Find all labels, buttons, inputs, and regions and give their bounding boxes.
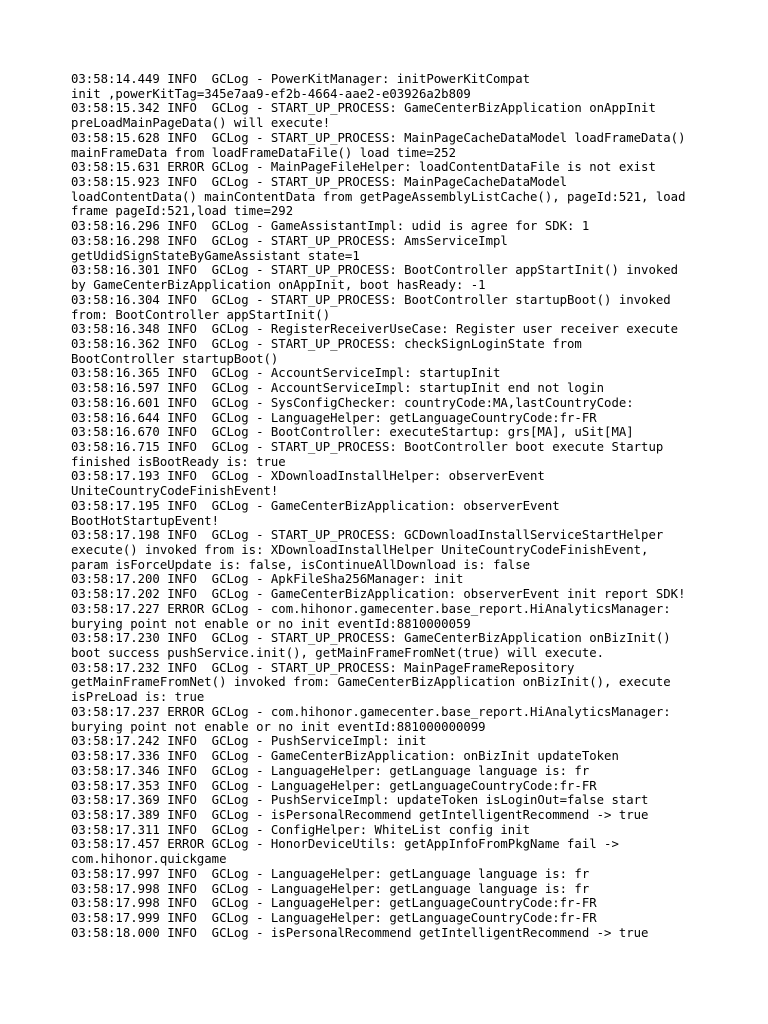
log-line: 03:58:15.628 INFO GCLog - START_UP_PROCESS: MainPageCacheDataModel loadFrameData()	[71, 130, 686, 145]
log-line: from: BootController appStartInit()	[71, 307, 331, 322]
log-line: 03:58:16.644 INFO GCLog - LanguageHelper: getLanguageCountryCode:fr-FR	[71, 410, 597, 425]
log-line: 03:58:16.296 INFO GCLog - GameAssistantImpl: udid is agree for SDK: 1	[71, 219, 590, 234]
log-line: UniteCountryCodeFinishEvent!	[71, 484, 279, 499]
log-line: isPreLoad is: true	[71, 690, 205, 705]
log-line: 03:58:17.999 INFO GCLog - LanguageHelper: getLanguageCountryCode:fr-FR	[71, 910, 597, 925]
log-line: 03:58:15.631 ERROR GCLog - MainPageFileHelper: loadContentDataFile is not exist	[71, 160, 656, 175]
log-line: 03:58:16.298 INFO GCLog - START_UP_PROCESS: AmsServiceImpl	[71, 233, 508, 248]
log-line: 03:58:16.348 INFO GCLog - RegisterReceiverUseCase: Register user receiver execute	[71, 322, 679, 337]
log-line: 03:58:16.365 INFO GCLog - AccountServiceImpl: startupInit	[71, 366, 501, 381]
log-line: burying point not enable or no init eventId:881000000099	[71, 719, 486, 734]
log-line: 03:58:17.998 INFO GCLog - LanguageHelper: getLanguageCountryCode:fr-FR	[71, 896, 597, 911]
log-line: 03:58:17.227 ERROR GCLog - com.hihonor.gamecenter.base_report.HiAnalyticsManager:	[71, 601, 671, 616]
log-line: 03:58:16.597 INFO GCLog - AccountServiceImpl: startupInit end not login	[71, 381, 605, 396]
log-line: by GameCenterBizApplication onAppInit, boot hasReady: -1	[71, 278, 486, 293]
log-line: 03:58:17.311 INFO GCLog - ConfigHelper: WhiteList config init	[71, 822, 531, 837]
log-line: burying point not enable or no init eventId:8810000059	[71, 616, 471, 631]
log-line: 03:58:17.997 INFO GCLog - LanguageHelper: getLanguage language is: fr	[71, 866, 590, 881]
log-line: 03:58:16.670 INFO GCLog - BootController: executeStartup: grs[MA], uSit[MA]	[71, 425, 634, 440]
log-line: 03:58:17.230 INFO GCLog - START_UP_PROCESS: GameCenterBizApplication onBizInit()	[71, 631, 671, 646]
log-line: 03:58:17.195 INFO GCLog - GameCenterBizApplication: observerEvent	[71, 498, 560, 513]
log-line: 03:58:17.389 INFO GCLog - isPersonalRecommend getIntelligentRecommend -> true	[71, 807, 649, 822]
log-line: init ,powerKitTag=345e7aa9-ef2b-4664-aae2-e03926a2b809	[71, 86, 471, 101]
log-line: 03:58:16.304 INFO GCLog - START_UP_PROCESS: BootController startupBoot() invoked	[71, 292, 671, 307]
log-line: 03:58:16.301 INFO GCLog - START_UP_PROCESS: BootController appStartInit() invoked	[71, 263, 679, 278]
log-line: 03:58:16.715 INFO GCLog - START_UP_PROCESS: BootController boot execute Startup	[71, 439, 664, 454]
log-line: com.hihonor.quickgame	[71, 852, 227, 867]
log-line: finished isBootReady is: true	[71, 454, 286, 469]
log-line: 03:58:17.457 ERROR GCLog - HonorDeviceUtils: getAppInfoFromPkgName fail ->	[71, 837, 619, 852]
log-line: 03:58:18.000 INFO GCLog - isPersonalRecommend getIntelligentRecommend -> true	[71, 925, 649, 940]
log-line: 03:58:16.601 INFO GCLog - SysConfigChecker: countryCode:MA,lastCountryCode:	[71, 395, 634, 410]
log-line: getUdidSignStateByGameAssistant state=1	[71, 248, 360, 263]
log-line: 03:58:17.193 INFO GCLog - XDownloadInstallHelper: observerEvent	[71, 469, 545, 484]
log-line: 03:58:17.346 INFO GCLog - LanguageHelper: getLanguage language is: fr	[71, 763, 590, 778]
log-line: frame pageId:521,load time=292	[71, 204, 294, 219]
log-line: 03:58:17.242 INFO GCLog - PushServiceImpl: init	[71, 734, 427, 749]
log-line: 03:58:17.232 INFO GCLog - START_UP_PROCESS: MainPageFrameRepository	[71, 660, 575, 675]
log-line: param isForceUpdate is: false, isContinueAllDownload is: false	[71, 557, 531, 572]
log-line: 03:58:17.336 INFO GCLog - GameCenterBizApplication: onBizInit updateToken	[71, 749, 619, 764]
log-document	[71, 72, 711, 940]
log-line: 03:58:15.342 INFO GCLog - START_UP_PROCESS: GameCenterBizApplication onAppInit	[71, 101, 656, 116]
log-line: execute() invoked from is: XDownloadInstallHelper UniteCountryCodeFinishEvent,	[71, 543, 649, 557]
log-line: 03:58:17.237 ERROR GCLog - com.hihonor.gamecenter.base_report.HiAnalyticsManager:	[71, 704, 671, 719]
log-line: loadContentData() mainContentData from getPageAssemblyListCache(), pageId:521, load	[71, 189, 686, 204]
log-line: mainFrameData from loadFrameDataFile() load time=252	[71, 145, 456, 160]
log-line: 03:58:17.198 INFO GCLog - START_UP_PROCESS: GCDownloadInstallServiceStartHelper	[71, 528, 664, 543]
log-line: 03:58:17.369 INFO GCLog - PushServiceImpl: updateToken isLoginOut=false start	[71, 793, 649, 808]
log-line: BootHotStartupEvent!	[71, 513, 220, 528]
log-line: 03:58:17.200 INFO GCLog - ApkFileSha256Manager: init	[71, 572, 464, 587]
log-line: 03:58:15.923 INFO GCLog - START_UP_PROCESS: MainPageCacheDataModel	[71, 175, 568, 190]
log-line: preLoadMainPageData() will execute!	[71, 116, 331, 131]
log-line: 03:58:16.362 INFO GCLog - START_UP_PROCESS: checkSignLoginState from	[71, 336, 582, 351]
log-line: BootController startupBoot()	[71, 351, 279, 366]
log-line: 03:58:17.353 INFO GCLog - LanguageHelper: getLanguageCountryCode:fr-FR	[71, 778, 597, 793]
log-line: 03:58:14.449 INFO GCLog - PowerKitManager: initPowerKitCompat	[71, 72, 531, 86]
log-line: 03:58:17.202 INFO GCLog - GameCenterBizApplication: observerEvent init report SDK!	[71, 587, 686, 602]
log-line: getMainFrameFromNet() invoked from: GameCenterBizApplication onBizInit(), execute	[71, 675, 671, 690]
log-line: boot success pushService.init(), getMainFrameFromNet(true) will execute.	[71, 646, 605, 661]
log-line: 03:58:17.998 INFO GCLog - LanguageHelper: getLanguage language is: fr	[71, 881, 590, 896]
